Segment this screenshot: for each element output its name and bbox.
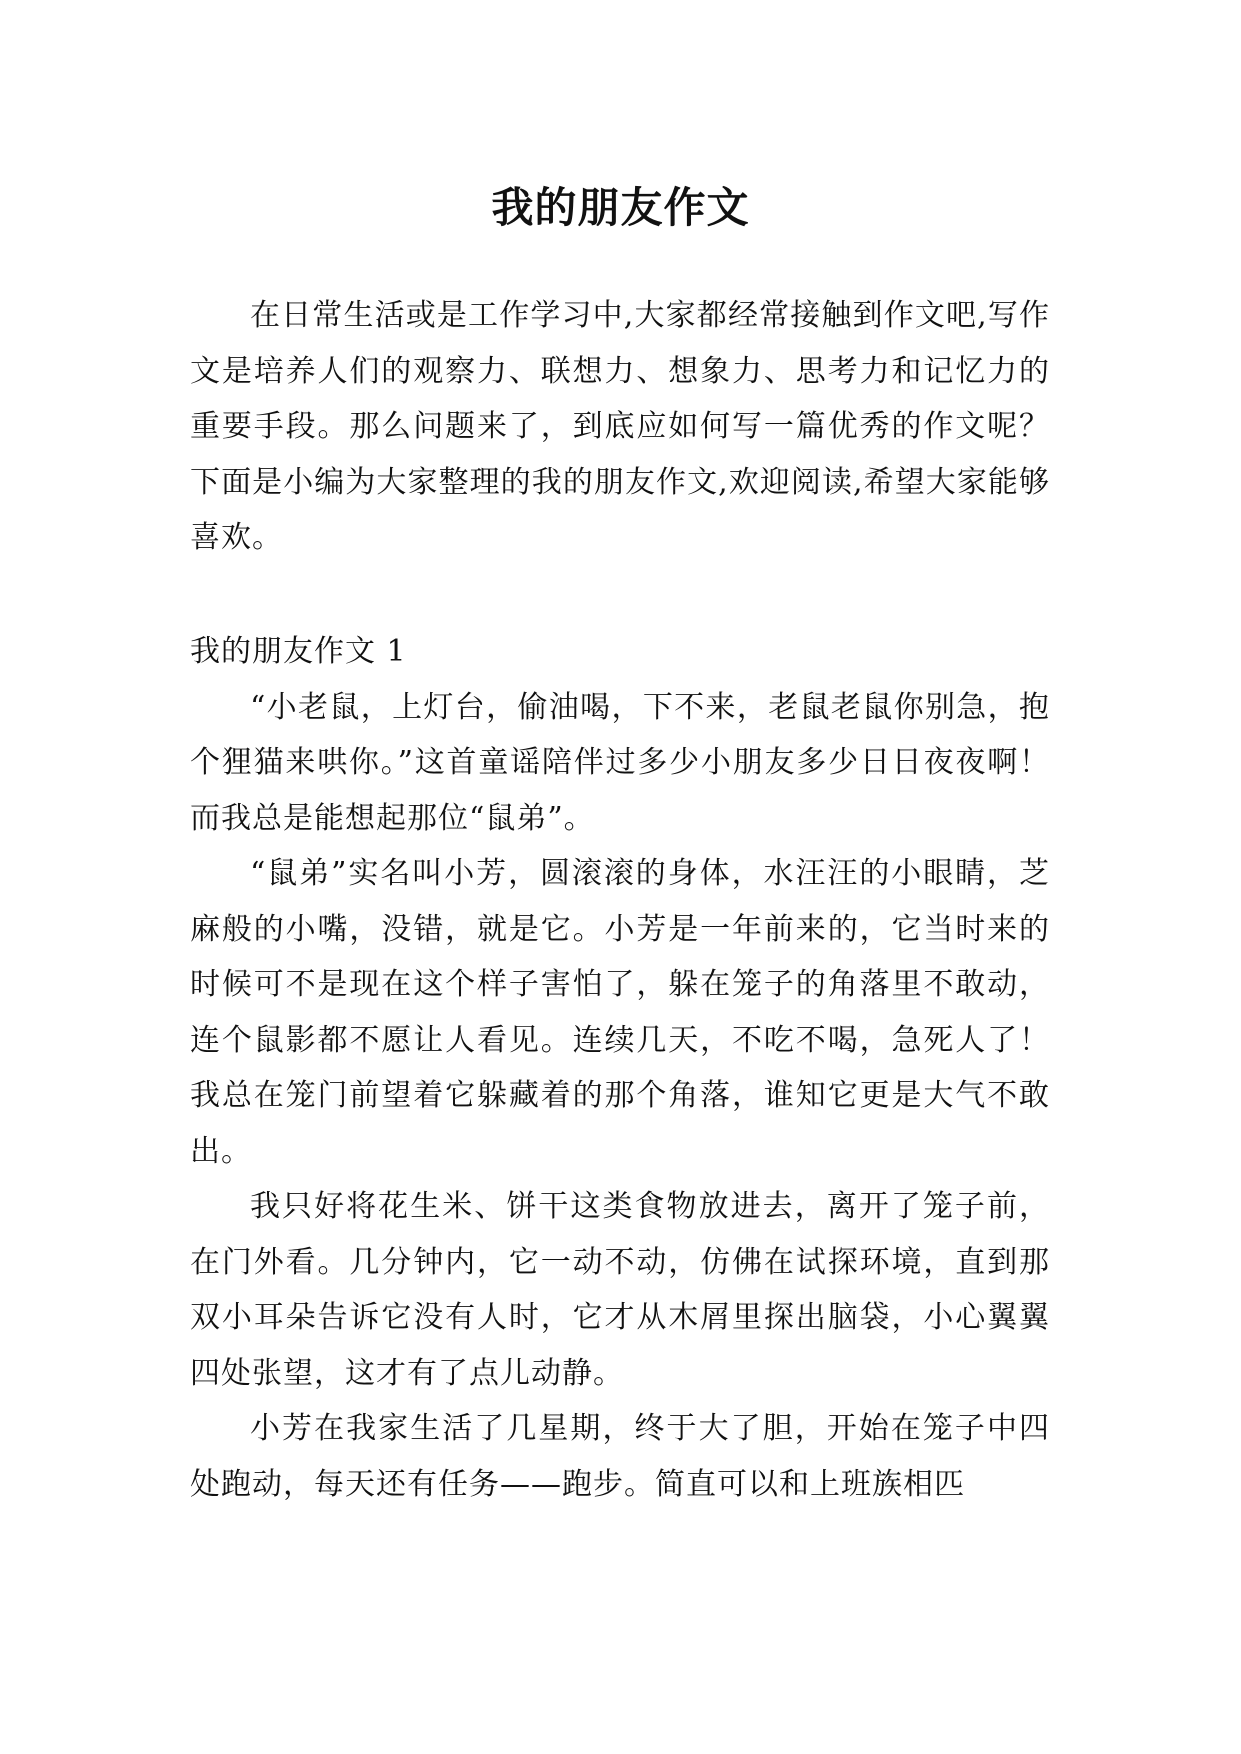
body-paragraph: 小芳在我家生活了几星期，终于大了胆，开始在笼子中四处跑动，每天还有任务——跑步。简直可以和上班族相匹 [190, 1411, 1050, 1502]
intro-paragraph: 在日常生活或是工作学习中,大家都经常接触到作文吧,写作文是培养人们的观察力、联想力、想象力、思考力和记忆力的重要手段。那么问题来了，到底应如何写一篇优秀的作文呢？下面是小编为大家整理的我的朋友作文,欢迎阅读,希望大家能够喜欢。 [190, 298, 1050, 555]
body-paragraph: 我只好将花生米、饼干这类食物放进去，离开了笼子前，在门外看。几分钟内，它一动不动，仿佛在试探环境，直到那双小耳朵告诉它没有人时，它才从木屑里探出脑袋，小心翼翼四处张望，这才有了点儿动静。 [190, 1189, 1050, 1391]
section-heading: 我的朋友作文 1 [190, 633, 407, 669]
body-paragraph: “小老鼠，上灯台，偷油喝，下不来，老鼠老鼠你别急，抱个狸猫来哄你。”这首童谣陪伴过多少小朋友多少日日夜夜啊！而我总是能想起那位“鼠弟”。 [190, 689, 1050, 836]
body-paragraph: “鼠弟”实名叫小芳，圆滚滚的身体，水汪汪的小眼睛，芝麻般的小嘴，没错，就是它。小芳是一年前来的，它当时来的时候可不是现在这个样子害怕了，躲在笼子的角落里不敢动，连个鼠影都不愿让人看见。连续几天，不吃不喝，急死人了！我总在笼门前望着它躲藏着的那个角落，谁知它更是大气不敢出。 [190, 856, 1050, 1169]
document-title: 我的朋友作文 [491, 183, 750, 233]
document-body [190, 288, 1050, 1512]
